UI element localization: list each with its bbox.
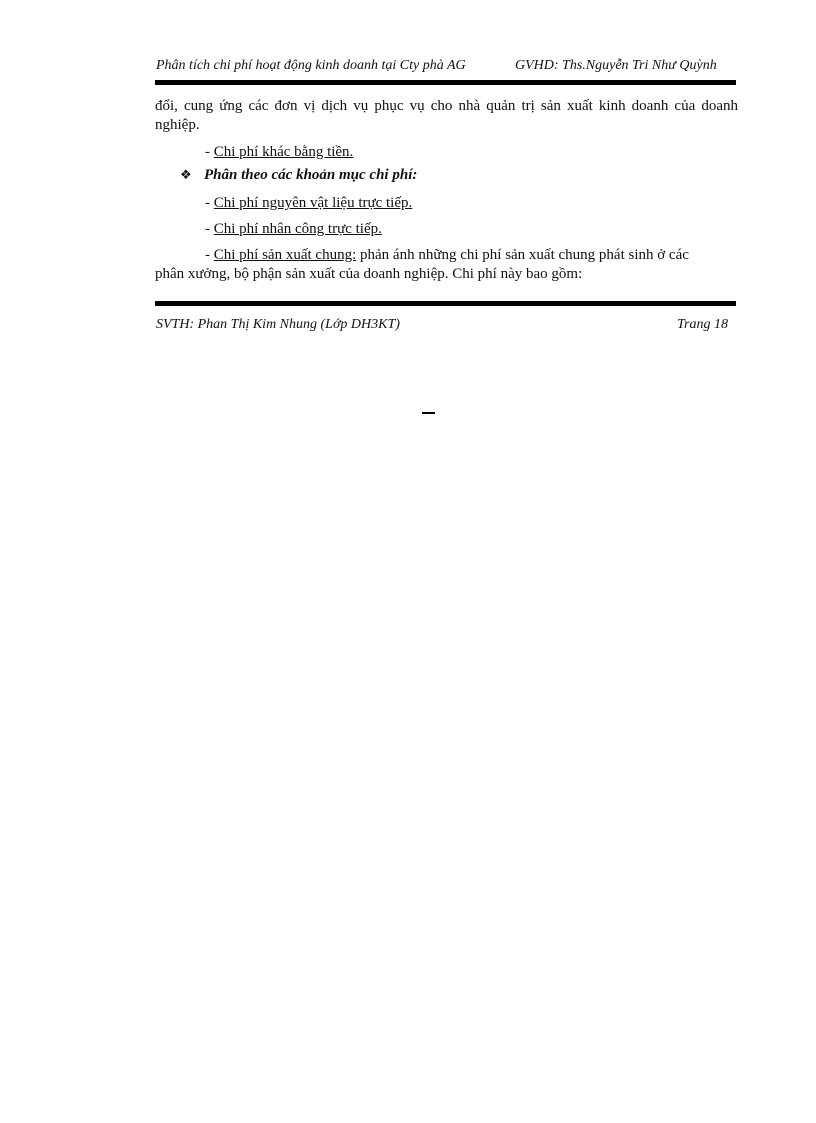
list-item-overhead xyxy=(205,246,689,265)
list-dash: - xyxy=(205,195,214,211)
page-number: Trang 18 xyxy=(677,317,728,332)
section-heading-cost-items xyxy=(180,166,417,185)
list-dash: - xyxy=(205,221,214,237)
section-heading-text: Phân theo các khoản mục chi phí: xyxy=(204,167,418,183)
list-item-label: Chi phí khác bằng tiền. xyxy=(213,144,354,160)
list-item-label: Chi phí nhân công trực tiếp. xyxy=(213,221,382,237)
footer-rule xyxy=(155,301,736,306)
list-item-labor xyxy=(205,220,382,239)
list-item-other-costs xyxy=(205,143,353,162)
footer-student: SVTH: Phan Thị Kim Nhung (Lớp DH3KT) xyxy=(156,317,400,332)
list-item-material xyxy=(205,194,412,213)
header-advisor: GVHD: Ths.Nguyễn Tri Như Quỳnh xyxy=(515,58,717,73)
header-title: Phân tích chi phí hoạt động kinh doanh tại Cty phà AG xyxy=(156,58,466,73)
paragraph-overhead-continued: phân xưởng, bộ phận sản xuất của doanh nghiệp. Chi phí này bao gồm: xyxy=(155,266,583,282)
list-item-label: Chi phí sản xuất chung: xyxy=(213,247,357,263)
header-rule xyxy=(155,80,736,85)
list-dash: - xyxy=(205,247,214,263)
stray-dash-mark xyxy=(422,412,435,414)
list-dash: - xyxy=(205,144,214,160)
list-item-label: Chi phí nguyên vật liệu trực tiếp. xyxy=(213,195,413,211)
paragraph-continued: đổi, cung ứng các đơn vị dịch vụ phục vụ cho nhà quản trị sản xuất kinh doanh của doanh nghiệp. xyxy=(155,98,738,133)
diamond-bullet-icon: ❖ xyxy=(180,168,192,183)
list-item-description: phản ánh những chi phí sản xuất chung phát sinh ở các xyxy=(356,247,689,263)
